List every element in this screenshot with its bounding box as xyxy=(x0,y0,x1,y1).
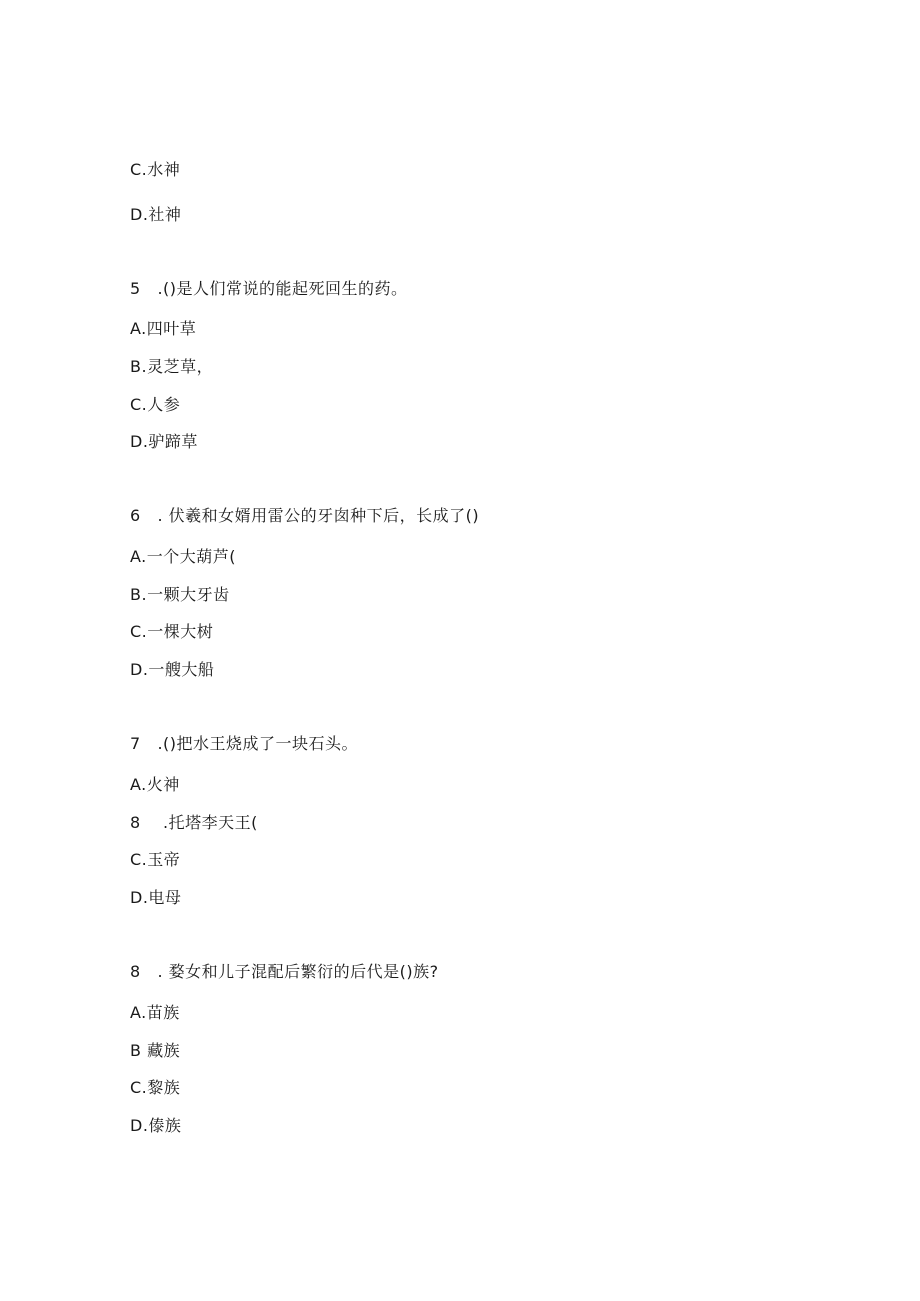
q6-option-c: C.一棵大树 xyxy=(130,622,214,641)
q5-option-d: D.驴蹄草 xyxy=(130,432,198,451)
q6-question: 6 . 伏羲和女婿用雷公的牙囱种下后，长成了() xyxy=(130,506,480,525)
q7-option-c: C.玉帝 xyxy=(130,850,181,869)
q5-option-c: C.人参 xyxy=(130,395,181,414)
q8-option-b: B 藏族 xyxy=(130,1041,181,1060)
q7-option-d: D.电母 xyxy=(130,888,182,907)
q7-question: 7 .()把水王烧成了一块石头。 xyxy=(130,734,359,753)
q6-option-d: D.一艘大船 xyxy=(130,660,215,679)
q8-option-a: A.苗族 xyxy=(130,1003,180,1022)
q7-option-b: 8 .托塔李天王( xyxy=(130,813,258,832)
q6-option-a: A.一个大葫芦( xyxy=(130,547,236,566)
q5-option-b: B.灵芝草， xyxy=(130,357,214,376)
q6-option-b: B.一颗大牙齿 xyxy=(130,585,230,604)
q4-option-d: D.社神 xyxy=(130,205,182,224)
q8-option-c: C.黎族 xyxy=(130,1078,181,1097)
q5-option-a: A.四叶草 xyxy=(130,319,197,338)
q4-option-c: C.水神 xyxy=(130,160,181,179)
q5-question: 5 .()是人们常说的能起死回生的药。 xyxy=(130,279,408,298)
q8-option-d: D.傣族 xyxy=(130,1116,182,1135)
q7-option-a: A.火神 xyxy=(130,775,180,794)
q8-question: 8 . 婺女和儿子混配后繁衍的后代是()族? xyxy=(130,962,439,981)
